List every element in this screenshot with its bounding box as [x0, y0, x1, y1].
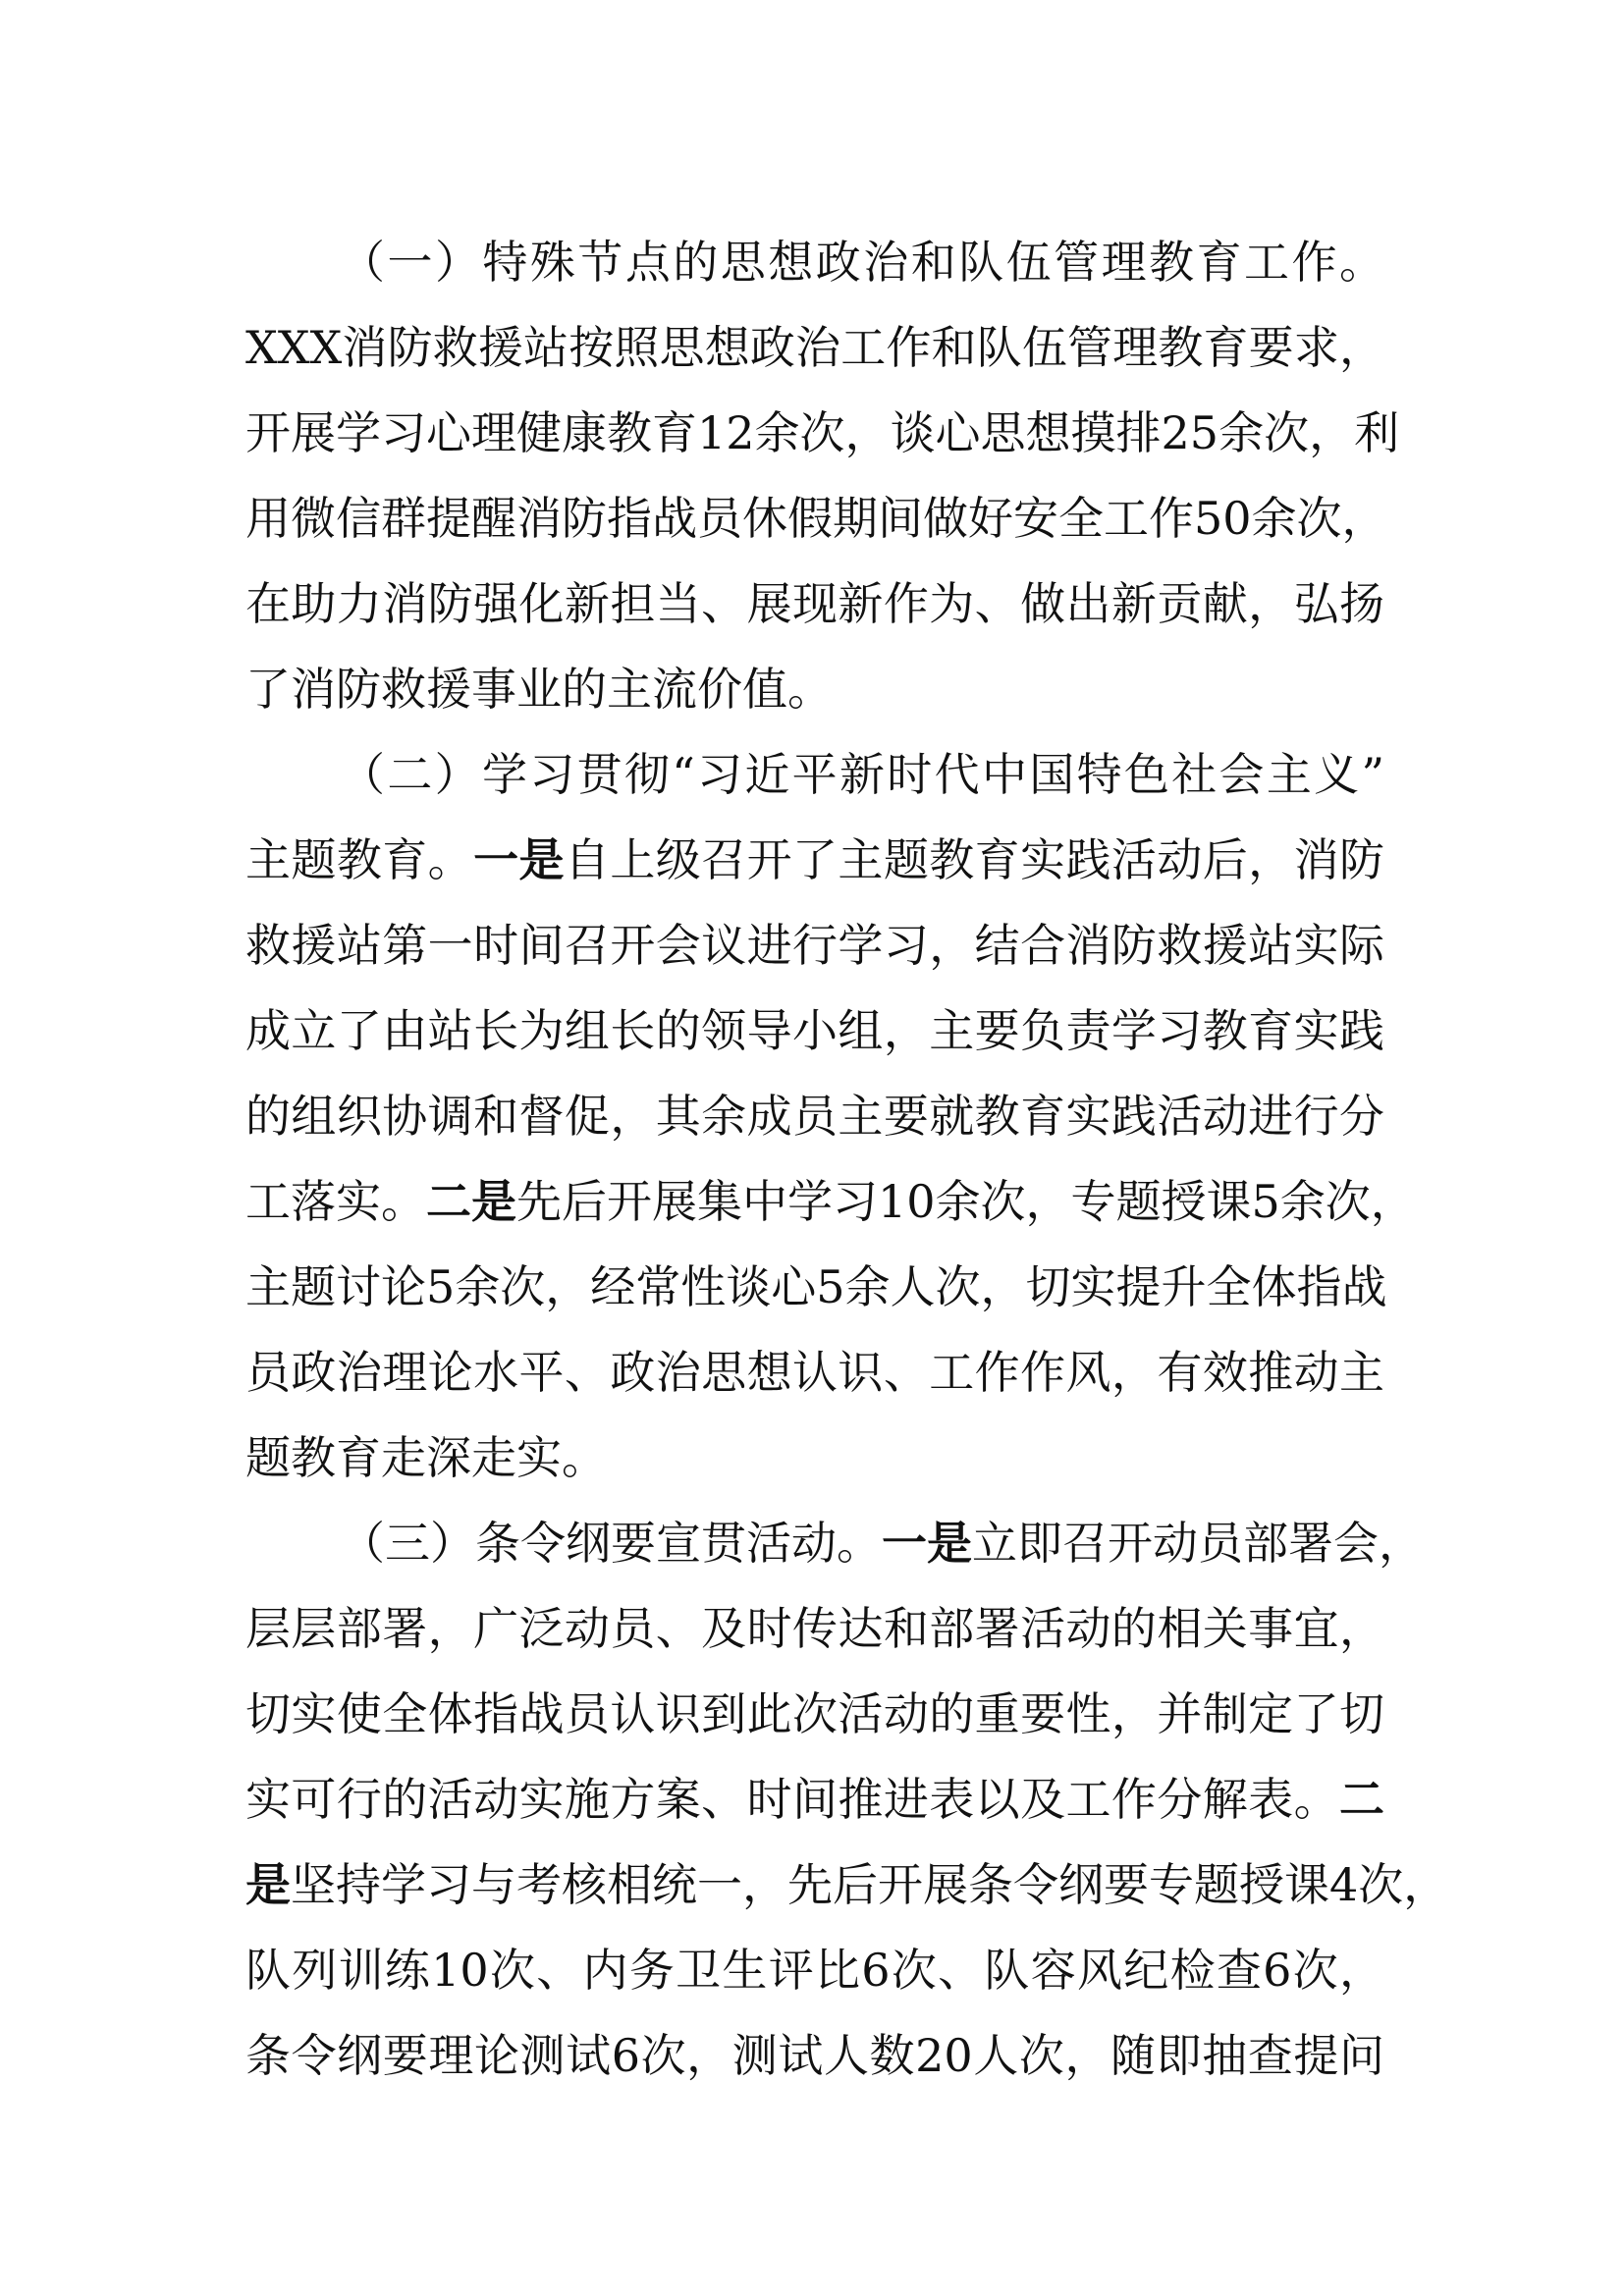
line-text: 工落实。 — [245, 1175, 426, 1228]
paragraph-line: 在助力消防强化新担当、展现新作为、做出新贡献，弘扬 — [245, 577, 1384, 630]
paragraph-line — [245, 1752, 1384, 1846]
line-text: 自上级召开了主题教育实践活动后，消防 — [564, 833, 1385, 886]
emphasis-text: 二 — [1339, 1773, 1384, 1826]
emphasis-text: 是 — [245, 1858, 291, 1911]
paragraph-line: 了消防救援事业的主流价值。 — [245, 663, 833, 716]
paragraph-line: （一）特殊节点的思想政治和队伍管理教育工作。 — [340, 236, 1384, 289]
line-text: （三）条令纲要宣贯活动。 — [340, 1517, 882, 1570]
paragraph-line: 条令纲要理论测试6次，测试人数20人次，随即抽查提问 — [245, 2029, 1384, 2082]
paragraph-line: （二）学习贯彻“习近平新时代中国特色社会主义” — [340, 748, 1384, 801]
paragraph-line: 用微信群提醒消防指战员休假期间做好安全工作50余次， — [245, 492, 1387, 545]
line-text: 立即召开动员部署会， — [972, 1517, 1424, 1570]
paragraph-line: XXX消防救援站按照思想政治工作和队伍管理教育要求， — [245, 321, 1384, 374]
paragraph-line: 主题讨论5余次，经常性谈心5余人次，切实提升全体指战 — [245, 1260, 1387, 1313]
line-text: 先后开展集中学习10余次，专题授课5余次， — [516, 1175, 1416, 1228]
line-text: 实可行的活动实施方案、时间推进表以及工作分解表。 — [245, 1773, 1339, 1826]
line-text: 坚持学习与考核相统一，先后开展条令纲要专题授课4次， — [291, 1858, 1449, 1911]
emphasis-text: 二是 — [426, 1175, 516, 1228]
paragraph-line: 的组织协调和督促，其余成员主要就教育实践活动进行分 — [245, 1090, 1384, 1143]
emphasis-text: 一是 — [473, 833, 565, 886]
paragraph-line — [245, 1154, 1416, 1249]
paragraph-line: 开展学习心理健康教育12余次，谈心思想摸排25余次，利 — [245, 406, 1400, 459]
paragraph-line: 切实使全体指战员认识到此次活动的重要性，并制定了切 — [245, 1687, 1384, 1740]
paragraph-line: 题教育走深走实。 — [245, 1431, 607, 1484]
paragraph-line — [245, 813, 1384, 907]
paragraph-line: 救援站第一时间召开会议进行学习，结合消防救援站实际 — [245, 919, 1384, 972]
emphasis-text: 一是 — [882, 1517, 972, 1570]
paragraph-line: 成立了由站长为组长的领导小组，主要负责学习教育实践 — [245, 1004, 1384, 1057]
paragraph-line — [340, 1496, 1424, 1590]
paragraph-line: 层层部署，广泛动员、及时传达和部署活动的相关事宜， — [245, 1602, 1384, 1655]
line-text: 主题教育。 — [245, 833, 474, 886]
paragraph-line — [245, 1838, 1449, 1932]
paragraph-line: 员政治理论水平、政治思想认识、工作作风，有效推动主 — [245, 1346, 1384, 1399]
paragraph-line: 队列训练10次、内务卫生评比6次、队容风纪检查6次， — [245, 1944, 1384, 1997]
